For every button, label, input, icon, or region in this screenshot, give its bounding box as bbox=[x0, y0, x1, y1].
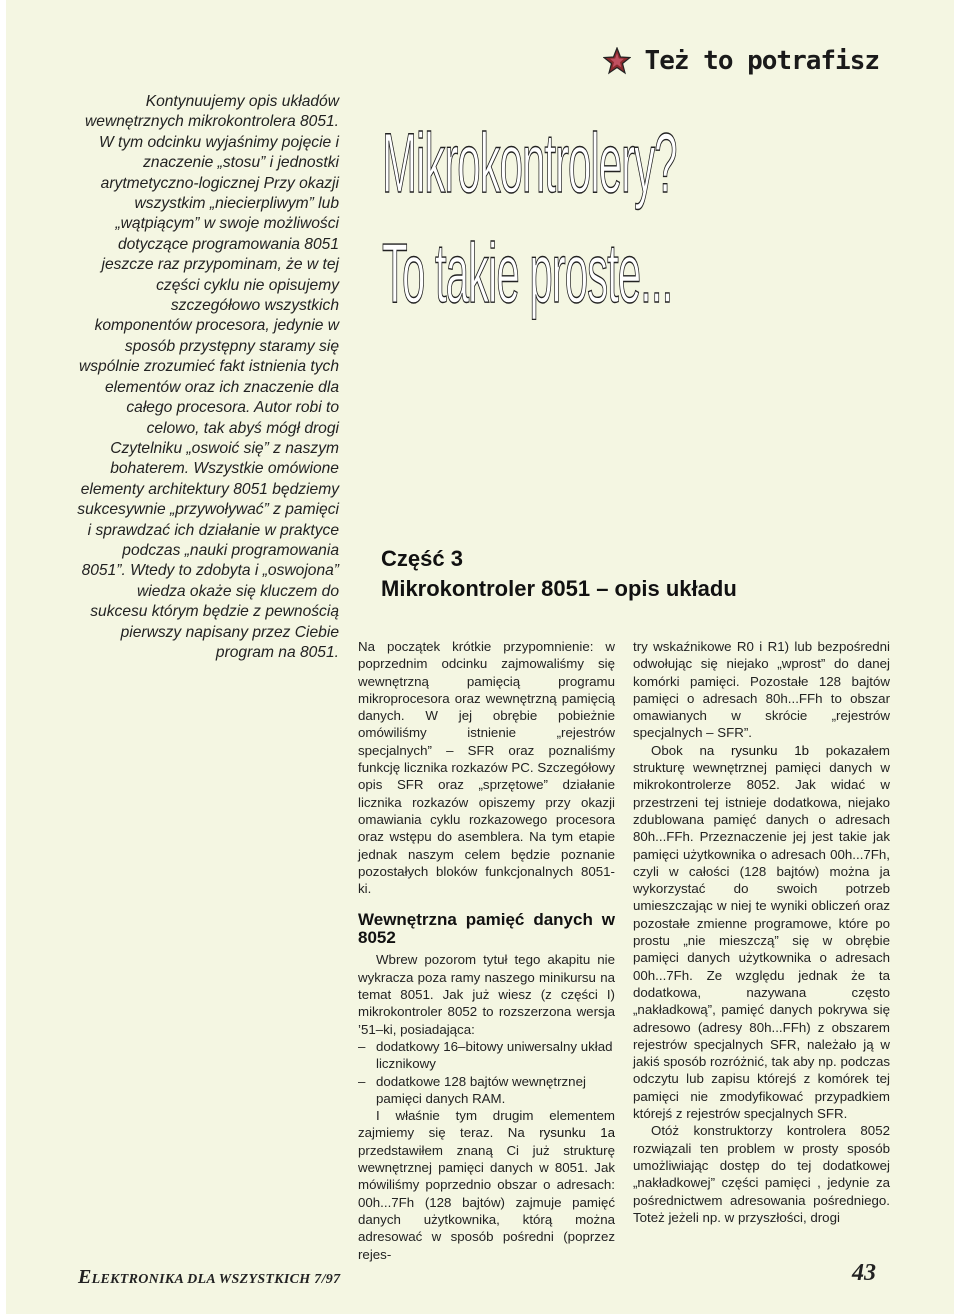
paragraph bbox=[633, 742, 890, 1123]
paragraph: Wbrew pozorom tytuł tego akapitu nie wykracza poza ramy naszego minikursu na temat 8051. Jak już wiesz (z części I) mikrokontroler 8052 to rozszerzona wersja ’51–ki, posiadająca: bbox=[358, 952, 615, 1037]
star-icon bbox=[603, 47, 631, 75]
text-run: Obok na bbox=[651, 742, 731, 758]
text-column-right bbox=[633, 638, 890, 1226]
figure-reference-1b[interactable]: rysunku 1b bbox=[730, 742, 809, 758]
text-column-left bbox=[358, 638, 615, 1263]
text-run: I właśnie tym drugim elementem zajmiemy się teraz. Na bbox=[358, 1108, 615, 1141]
part-subtitle: Mikrokontroler 8051 – opis układu bbox=[381, 576, 737, 601]
section-tag bbox=[603, 46, 879, 76]
paragraph: try wskaźnikowe R0 i R1) lub bezpośredni odwołując się niejako „wprost” do danej komórki pamięci. Pozostałe 128 bajtów pamięci o adresach 80h...FFh to obszar omawianych w skrócie „rejestrów specjalnych – SFR”. bbox=[633, 639, 890, 741]
paragraph: Na początek krótkie przypomnienie: w poprzednim odcinku zajmowaliśmy się wewnętrzną pamięcią programu mikroprocesora oraz wewnętrzną pamięcią danych. W jej obrębie pobieżnie omówiliśmy istnienie „rejestrów specjalnych” – SFR oraz poznaliśmy funkcję licznika rozkazów PC. Szczegółowy opis SFR oraz „sprzętowe” działanie licznika rozkazów opiszemy przy okazji omawiania cyklu rozkazowego procesora oraz wstępu do asemblera. Na tym etapie jednak naszym celem będzie poznanie pozostałych bloków funkcjonalnych 8051-ki. bbox=[358, 639, 615, 897]
feature-list bbox=[358, 1038, 615, 1107]
list-item: – dodatkowe 128 bajtów wewnętrznej pamięci danych RAM. bbox=[358, 1073, 615, 1108]
section-tag-text: Też to potrafisz bbox=[644, 46, 879, 76]
lead-paragraph: Kontynuujemy opis układów wewnętrznych mikrokontrolera 8051. W tym odcinku wyjaśnimy pojęcie i znaczenie „stosu” i jednostki arytmetyczno-logicznej Przy okazji wszystkim „niecierpliwym” lub „wątpiącym” w swoje możliwości dotyczące programowania 8051 jeszcze raz przypominam, że w tej części cyklu nie opisujemy szczegółowo wszystkich komponentów procesora, jedynie w sposób przystępny staramy się wspólnie zrozumieć fakt istnienia tych elementów oraz ich znaczenie dla całego procesora. Autor robi to celowo, tak abyś mógł drogi Czytelniku „oswoić się” z naszym bohaterem. Wszystkie omówione elementy architektury 8051 będziemy sukcesywnie „przywoływać” z pamięci i sprawdzać ich działanie w praktyce podczas „nauki programowania 8051”. Wtedy to zdobyta i „oswojona” wiedza okaże się kluczem do sukcesu którym będzie z pewnością pierwszy napisany przez Ciebie program na 8051. bbox=[77, 93, 339, 661]
paragraph: Otóż konstruktorzy kontrolera 8052 rozwiązali ten problem w prosty sposób umożliwiając dostęp do tej dodatkowej „nakładkowej” części pamięci , jedynie za pośrednictwem adresowania pośredniego. Toteż jeżeli np. w przyszłości, drogi bbox=[633, 1123, 890, 1225]
list-item: – dodatkowy 16–bitowy uniwersalny układ licznikowy bbox=[358, 1038, 615, 1073]
magazine-footer: ELEKTRONIKA DLA WSZYSTKICH 7/97 bbox=[78, 1266, 341, 1288]
text-run: pokazałem strukturę wewnętrznej pamięci danych w mikrokontrolerze 8052. Jak widać w przestrzeni tej istnieje dodatkowa, niejako zdublowana pamięć danych o adresach 80h...FFh. Przeznaczenie jej jest takie jak pamięci użytkownika o adresach 00h...7Fh, czyli w całości (128 bajtów) można ja wykorzystać do swoich potrzeb umieszczając w niej te wyniki obliczeń oraz pozostałe zmienne programowe, które po prostu „nie mieszczą” się w obrębie pamięci danych użytkownika o adresach 00h...7Fh. Ze względu jednak że ta dodatkowa, nazywana często „nakładkową”, pamięć danych pokrywa się adresowo (adresy 80h...FFh) z obszarem rejestrów specjalnych SFR, należało ją w jakiś sposób rozróżnić, tak aby np. podczas odczytu lub zapisu którejś z komórek tej pamięci nie zmodyfikować przypadkiem którejś z rejestrów specjalnych SFR. bbox=[633, 742, 890, 1122]
page-number: 43 bbox=[852, 1260, 876, 1286]
magazine-page bbox=[6, 0, 954, 1314]
article-title bbox=[382, 108, 677, 328]
title-line-1: Mikrokontrolery? bbox=[382, 116, 677, 210]
text-run: przedstawiłem znaną Ci już strukturę wewnętrznej pamięci danych w 8051. Jak mówiliśmy poprzednio obszar o adresach: 00h...7Fh (128 bajtów) zajmuje pamięć danych użytkownika, którą można adresować w sposób pośredni (poprzez rejes- bbox=[358, 1142, 615, 1262]
section-heading: Wewnętrzna pamięć danych w 8052 bbox=[358, 910, 615, 948]
part-heading bbox=[381, 544, 737, 604]
part-number: Część 3 bbox=[381, 546, 463, 571]
paragraph bbox=[358, 1107, 615, 1263]
figure-reference-1a[interactable]: rysunku 1a bbox=[539, 1125, 615, 1141]
title-line-2: To takie proste... bbox=[382, 226, 673, 320]
